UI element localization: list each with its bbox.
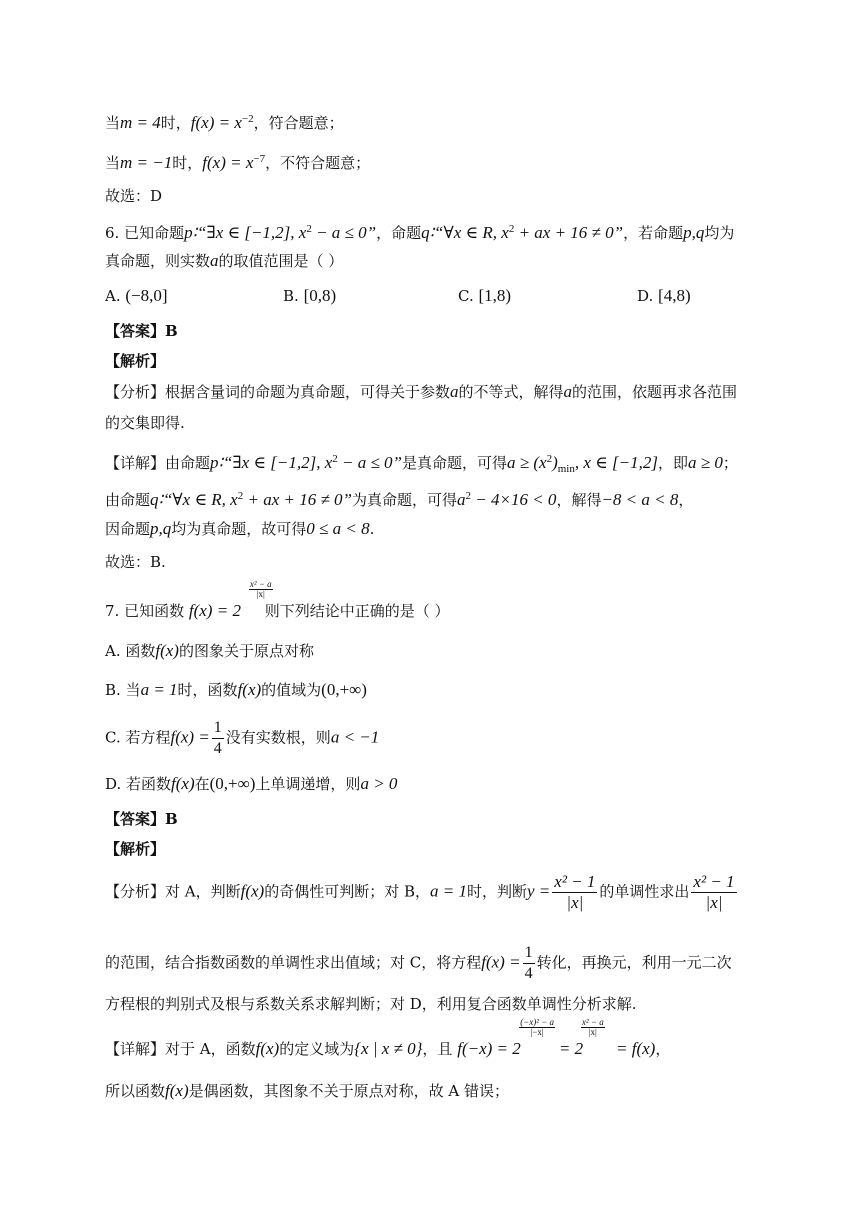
fraction-one-quarter-2: $\frac{1}{4}$ — [524, 944, 533, 982]
line-choose-d: 故选：D — [105, 187, 163, 205]
fraction-x2-minus-1-over-abs-x: $\frac{\text{x² − 1}}{|x|}$ — [554, 872, 596, 912]
q6-option-b: B. [0,8) — [283, 286, 337, 305]
q6-fenxi-line2: 的交集即得. — [105, 414, 185, 432]
q6-choose-b: 故选：B. — [105, 553, 166, 571]
q7-xiangjie-line2: 所以函数f(x)是偶函数，其图象不关于原点对称，故 A 错误； — [105, 1081, 509, 1100]
q6-xiangjie-line2: 由命题q∶“∀x ∈ R, $x^2$ + ax + 16 ≠ 0”为真命题，可得$a^2 - 4\times 16 < 0$，解得−8 < a < 8， — [105, 490, 694, 509]
q7-option-d: D. 若函数f(x)在(0,+∞)上单调递增，则a > 0 — [105, 774, 398, 793]
q6-option-a: A. (−8,0] — [105, 286, 168, 305]
q6-fenxi-line1: 【分析】根据含量词的命题为真命题，可得关于参数a的不等式，解得a的范围，依题再求各范围 — [105, 382, 738, 401]
q7-fenxi-line2: 的范围，结合指数函数的单调性求出值域；对 C，将方程f(x) = $\frac{1}{4}$ 转化，再换元，利用一元二次 — [105, 944, 732, 982]
q7-fenxi-line1: 【分析】对 A，判断f(x)的奇偶性可判断；对 B，a = 1时，判断y = $\frac{\text{x² − 1}}{|x|}$ 的单调性求出 $\frac{\text{x² − 1}}{|x|}$ — [105, 872, 735, 912]
line-m4: 当m = 4时，$f(x) = x^{-2}$，符合题意； — [105, 113, 344, 132]
line-m-neg1: 当m = −1时，$f(x) = x^{-7}$，不符合题意； — [105, 153, 371, 172]
q7-fenxi-line3: 方程根的判别式及根与系数关系求解判断；对 D，利用复合函数单调性分析求解. — [105, 995, 637, 1013]
fraction-x2-minus-1-over-abs-x-2: $\frac{\text{x² − 1}}{|x|}$ — [693, 872, 735, 912]
q7-option-c: C. 若方程f(x) = $\frac{1}{4}$ 没有实数根，则a < −1 — [105, 719, 380, 757]
q7-xiangjie-line1: 【详解】对于 A，函数f(x)的定义域为{x | x ≠ 0}，且 f(−x) = 2 (−x)² − a |−x| = 2 x² − a |x| = f(x)， — [105, 1038, 670, 1061]
q6-xiangjie-line3: 因命题p,q均为真命题，故可得0 ≤ a < 8. — [105, 519, 375, 538]
q7-stem: 7. 已知函数 f(x) = 2 x² − a |x| 则下列结论中正确的是（ ） — [105, 600, 450, 623]
q6-stem-line1: 6. 已知命题p∶“∃x ∈ [−1,2], $x^2 - a \le 0$”，命题q∶“∀x ∈ R, $x^2$ + ax + 16 ≠ 0”，若命题p,q均为 — [105, 223, 735, 242]
q7-analysis-heading: 【解析】 — [105, 840, 166, 858]
q6-option-d: D. [4,8) — [637, 286, 691, 305]
q7-option-b: B. 当a = 1时，函数f(x)的值域为(0,+∞) — [105, 680, 367, 699]
q6-xiangjie-line1: 【详解】由命题p∶“∃x ∈ [−1,2], $x^2 - a \le 0$”是真命题，可得$a \ge (x^2)_{min}$, x ∈ [−1,2]，即a ≥ 0； — [105, 453, 738, 475]
q7-answer: 【答案】B — [105, 810, 178, 828]
q6-analysis-heading: 【解析】 — [105, 352, 166, 370]
q7-option-a: A. 函数f(x)的图象关于原点对称 — [105, 641, 314, 660]
q6-stem-line2: 真命题，则实数a的取值范围是（ ） — [105, 251, 344, 270]
fraction-one-quarter: $\frac{1}{4}$ — [213, 719, 222, 757]
q6-answer: 【答案】B — [105, 322, 178, 340]
q7-function-expression: f(x) = 2 x² − a |x| — [188, 579, 272, 620]
even-function-proof: f(−x) = 2 (−x)² − a |−x| — [457, 1017, 555, 1058]
q6-option-c: C. [1,8) — [458, 286, 512, 305]
